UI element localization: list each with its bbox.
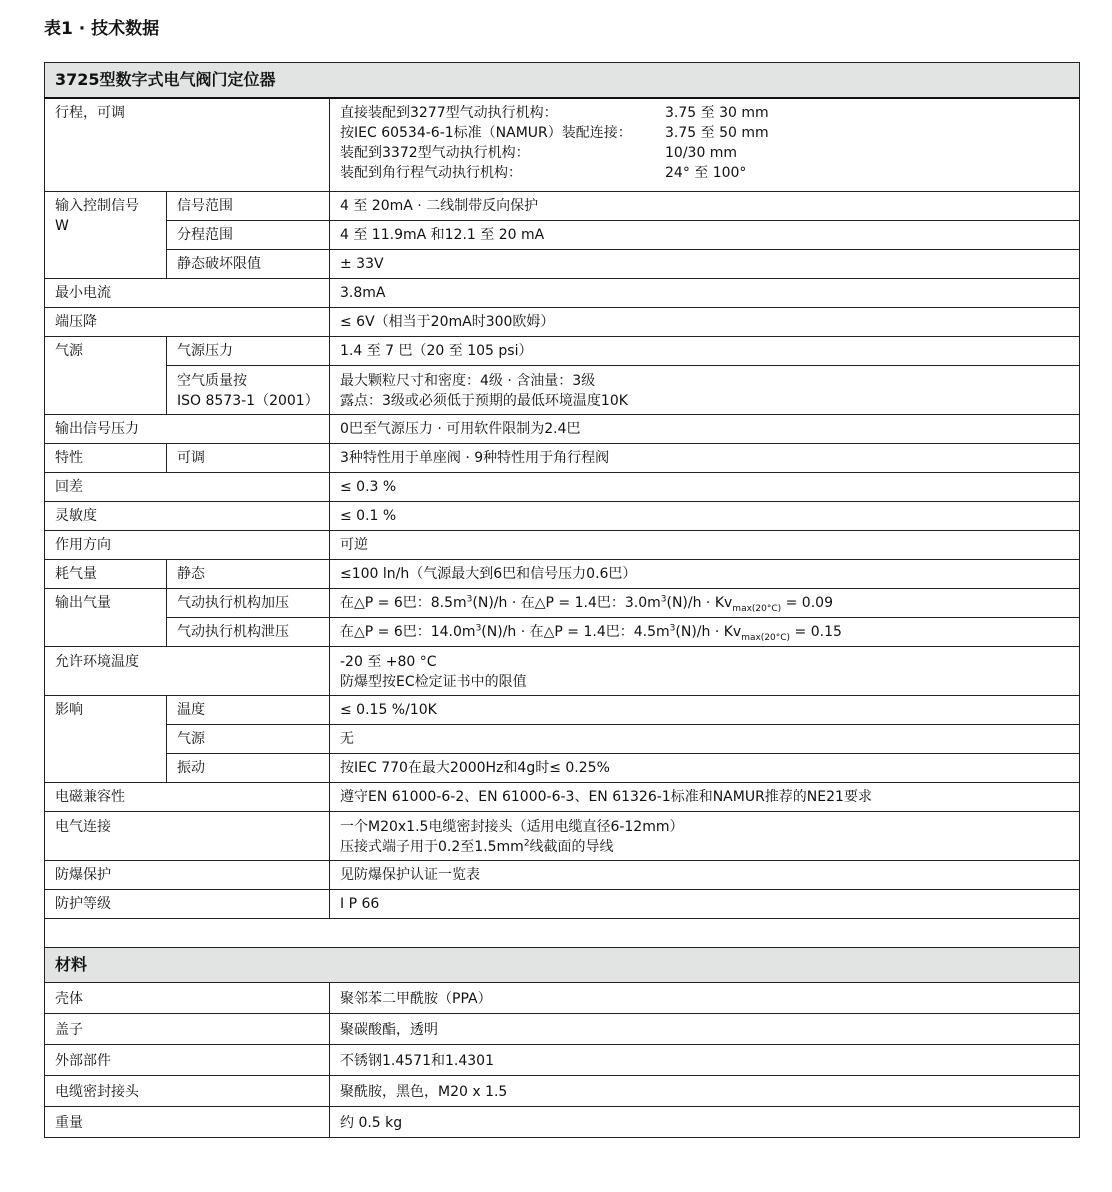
row-value: 3种特性用于单座阀 · 9种特性用于角行程阀 xyxy=(330,443,1080,472)
table-row xyxy=(45,860,1080,889)
travel-mount: 按IEC 60534-6-1标准（NAMUR）装配连接： xyxy=(340,125,632,141)
row-label: 壳体 xyxy=(45,982,330,1013)
travel-range: 10/30 mm xyxy=(665,145,738,161)
row-label: 行程，可调 xyxy=(45,98,330,191)
table-row xyxy=(45,472,1080,501)
table-row xyxy=(45,1013,1080,1044)
row-label: 作用方向 xyxy=(45,530,330,559)
travel-range: 24° 至 100° xyxy=(665,165,747,181)
table-row xyxy=(45,753,1080,782)
row-label xyxy=(45,191,167,278)
row-label: 防护等级 xyxy=(45,889,330,918)
row-value-line: -20 至 +80 °C xyxy=(340,653,437,670)
air-output-text: 在△P = 6巴：8.5m xyxy=(340,594,467,611)
table-row xyxy=(45,695,1080,724)
electrical-text: 线截面的导线 xyxy=(529,838,614,855)
air-output-text: (N)/h xyxy=(481,623,517,640)
row-value: ± 33V xyxy=(330,249,1080,278)
row-value: ≤ 6V（相当于20mA时300欧姆） xyxy=(330,307,1080,336)
row-value: 1.4 至 7 巴（20 至 105 psi） xyxy=(330,336,1080,365)
table-row xyxy=(45,1044,1080,1075)
table-row xyxy=(45,1106,1080,1137)
table-row xyxy=(45,588,1080,617)
row-sublabel-line: 空气质量按 xyxy=(177,372,247,389)
row-value xyxy=(330,365,1080,414)
table-row xyxy=(45,249,1080,278)
row-sublabel-line: ISO 8573-1（2001） xyxy=(177,392,319,409)
row-value: 按IEC 770在最大2000Hz和4g时≤ 0.25% xyxy=(330,753,1080,782)
air-output-text: (N)/h xyxy=(472,594,508,611)
row-label: 输出气量 xyxy=(45,588,167,646)
electrical-text: 压接式端子用于0.2至1.5mm xyxy=(340,838,524,855)
row-label: 允许环境温度 xyxy=(45,646,330,695)
row-value: 可逆 xyxy=(330,530,1080,559)
row-label-line: W xyxy=(55,217,69,234)
row-sublabel xyxy=(167,365,330,414)
row-sublabel: 气源压力 xyxy=(167,336,330,365)
table-row xyxy=(45,530,1080,559)
row-label: 端压降 xyxy=(45,307,330,336)
row-value: ≤ 0.15 %/10K xyxy=(330,695,1080,724)
table-row xyxy=(45,307,1080,336)
table-row xyxy=(45,559,1080,588)
row-value: 0巴至气源压力 · 可用软件限制为2.4巴 xyxy=(330,414,1080,443)
air-output-text: · 在△P = 1.4巴：3.0m xyxy=(507,594,661,611)
row-value: 3.8mA xyxy=(330,278,1080,307)
table-row xyxy=(45,617,1080,646)
row-label: 气源 xyxy=(45,336,167,414)
row-value xyxy=(330,646,1080,695)
row-label: 灵敏度 xyxy=(45,501,330,530)
row-value: 聚酰胺，黑色，M20 x 1.5 xyxy=(330,1075,1080,1106)
row-label: 电缆密封接头 xyxy=(45,1075,330,1106)
row-value xyxy=(330,98,1080,191)
table-row xyxy=(45,724,1080,753)
row-label: 重量 xyxy=(45,1106,330,1137)
row-value: 聚邻苯二甲酰胺（PPA） xyxy=(330,982,1080,1013)
table-row xyxy=(45,191,1080,220)
superscript: 3 xyxy=(466,593,473,604)
row-label: 电气连接 xyxy=(45,811,330,860)
row-value-line: 一个M20x1.5电缆密封接头（适用电缆直径6-12mm） xyxy=(340,818,684,835)
section-header-positioner xyxy=(45,63,1080,99)
superscript: 3 xyxy=(669,622,676,633)
row-label: 特性 xyxy=(45,443,167,472)
travel-mount: 装配到3372型气动执行机构： xyxy=(340,145,530,161)
row-value xyxy=(330,811,1080,860)
row-value: ≤100 ln/h（气源最大到6巴和信号压力0.6巴） xyxy=(330,559,1080,588)
air-output-text: = 0.15 xyxy=(790,623,842,640)
table-row xyxy=(45,365,1080,414)
row-value: 遵守EN 61000-6-2、EN 61000-6-3、EN 61326-1标准和NAMUR推荐的NE21要求 xyxy=(330,782,1080,811)
table-row xyxy=(45,414,1080,443)
spacer-row xyxy=(45,918,1080,947)
row-value-line: 防爆型按EC检定证书中的限值 xyxy=(340,673,527,690)
table-row xyxy=(45,501,1080,530)
row-value-line xyxy=(340,837,1069,857)
travel-range: 3.75 至 50 mm xyxy=(665,125,769,141)
row-value: ≤ 0.1 % xyxy=(330,501,1080,530)
row-label: 盖子 xyxy=(45,1013,330,1044)
row-sublabel: 静态 xyxy=(167,559,330,588)
table-row xyxy=(45,811,1080,860)
section-title: 材料 xyxy=(45,947,1080,982)
section-header-materials xyxy=(45,947,1080,982)
table-row xyxy=(45,336,1080,365)
superscript: 3 xyxy=(660,593,667,604)
row-label: 最小电流 xyxy=(45,278,330,307)
row-sublabel: 可调 xyxy=(167,443,330,472)
row-sublabel: 气源 xyxy=(167,724,330,753)
spacer-cell xyxy=(45,918,1080,947)
row-value: I P 66 xyxy=(330,889,1080,918)
section-title: 3725型数字式电气阀门定位器 xyxy=(45,63,1080,99)
row-value: 聚碳酸酯，透明 xyxy=(330,1013,1080,1044)
air-output-text: 在△P = 6巴：14.0m xyxy=(340,623,476,640)
row-value xyxy=(330,588,1080,617)
travel-mount: 装配到角行程气动执行机构： xyxy=(340,165,522,181)
superscript: 2 xyxy=(523,837,530,848)
table-row xyxy=(45,889,1080,918)
row-sublabel: 气动执行机构加压 xyxy=(167,588,330,617)
table-row xyxy=(45,1075,1080,1106)
table-caption: 表1 · 技术数据 xyxy=(44,19,160,39)
row-value-line: 最大颗粒尺寸和密度：4级 · 含油量：3级 xyxy=(340,372,596,389)
subscript: max(20°C) xyxy=(732,603,782,614)
row-value xyxy=(330,617,1080,646)
row-sublabel: 分程范围 xyxy=(167,220,330,249)
row-label-line: 输入控制信号 xyxy=(55,197,139,214)
superscript: 3 xyxy=(475,622,482,633)
row-value: 无 xyxy=(330,724,1080,753)
row-sublabel: 静态破坏限值 xyxy=(167,249,330,278)
row-value-line: 露点：3级或必须低于预期的最低环境温度10K xyxy=(340,392,628,409)
air-output-text: (N)/h · Kv xyxy=(675,623,742,640)
travel-range: 3.75 至 30 mm xyxy=(665,105,769,121)
row-sublabel: 温度 xyxy=(167,695,330,724)
air-output-text: (N)/h · Kv xyxy=(666,594,733,611)
travel-mount: 直接装配到3277型气动执行机构： xyxy=(340,105,558,121)
air-output-text: = 0.09 xyxy=(781,594,833,611)
row-value: 4 至 11.9mA 和12.1 至 20 mA xyxy=(330,220,1080,249)
table-row xyxy=(45,646,1080,695)
air-output-text: · 在△P = 1.4巴：4.5m xyxy=(516,623,670,640)
row-sublabel: 信号范围 xyxy=(167,191,330,220)
row-value: 4 至 20mA · 二线制带反向保护 xyxy=(330,191,1080,220)
row-value: 不锈钢1.4571和1.4301 xyxy=(330,1044,1080,1075)
row-label: 输出信号压力 xyxy=(45,414,330,443)
row-label: 耗气量 xyxy=(45,559,167,588)
table-row xyxy=(45,98,1080,191)
row-label: 回差 xyxy=(45,472,330,501)
tech-data-table xyxy=(44,62,1080,1138)
row-label: 电磁兼容性 xyxy=(45,782,330,811)
table-row xyxy=(45,220,1080,249)
row-value: 约 0.5 kg xyxy=(330,1106,1080,1137)
row-value: 见防爆保护认证一览表 xyxy=(330,860,1080,889)
row-sublabel: 气动执行机构泄压 xyxy=(167,617,330,646)
table-row xyxy=(45,278,1080,307)
row-label: 影响 xyxy=(45,695,167,782)
row-label: 外部部件 xyxy=(45,1044,330,1075)
table-row xyxy=(45,443,1080,472)
row-label: 防爆保护 xyxy=(45,860,330,889)
table-row xyxy=(45,782,1080,811)
subscript: max(20°C) xyxy=(741,632,791,643)
table-row xyxy=(45,982,1080,1013)
row-sublabel: 振动 xyxy=(167,753,330,782)
row-value: ≤ 0.3 % xyxy=(330,472,1080,501)
